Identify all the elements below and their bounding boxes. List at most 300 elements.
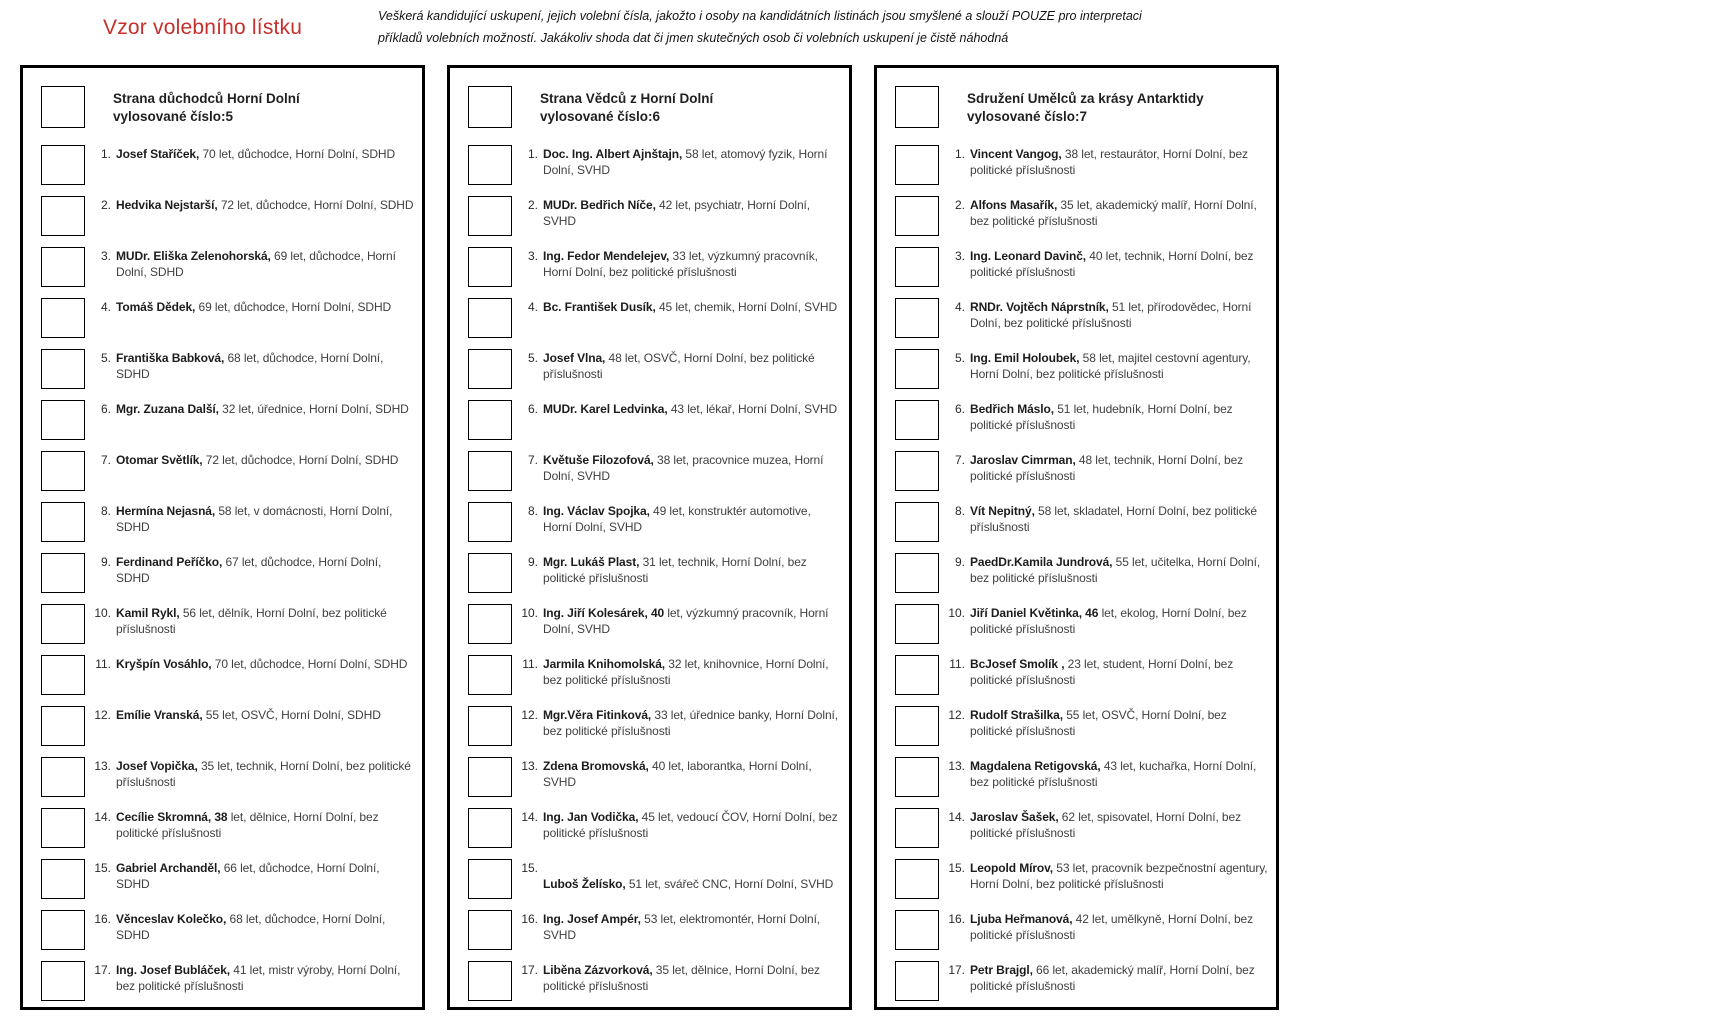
candidate-row (895, 400, 1270, 440)
candidate-details: 33 let, výzkumný pracovník, Horní Dolní, bez politické příslušnosti (543, 249, 818, 279)
candidate-number: 7. (527, 453, 538, 467)
candidate-text (970, 502, 1270, 535)
candidate-checkbox[interactable] (41, 196, 85, 236)
candidate-text (970, 859, 1270, 892)
candidate-number: 1. (954, 147, 965, 161)
candidate-name: Bc. František Dusík, (543, 300, 656, 314)
candidate-details: 58 let, skladatel, Horní Dolní, bez politické příslušnosti (970, 504, 1257, 534)
candidate-number: 9. (527, 555, 538, 569)
candidate-name: Josef Vopička, (116, 759, 198, 773)
candidate-row (468, 859, 843, 899)
candidate-name: Ing. Josef Ampér, (543, 912, 641, 926)
party-checkbox[interactable] (895, 86, 939, 128)
party-box-1 (20, 65, 425, 1010)
candidate-details: 32 let, úřednice, Horní Dolní, SDHD (218, 402, 409, 416)
candidate-name: Ing. Jan Vodička, (543, 810, 639, 824)
candidate-number: 6. (100, 402, 111, 416)
candidate-name: Magdalena Retigovská, (970, 759, 1101, 773)
candidate-checkbox[interactable] (895, 706, 939, 746)
party-checkbox[interactable] (41, 86, 85, 128)
candidate-row (895, 706, 1270, 746)
candidate-number: 15. (521, 861, 538, 875)
candidate-checkbox[interactable] (468, 910, 512, 950)
candidate-text (116, 604, 416, 637)
candidate-name: Věnceslav Kolečko, (116, 912, 227, 926)
candidate-row (468, 961, 843, 1001)
candidate-row (41, 400, 416, 440)
candidate-details: let, dělnice, Horní Dolní, bez politické příslušnosti (116, 810, 379, 840)
candidate-number: 6. (954, 402, 965, 416)
candidate-number: 10. (948, 606, 965, 620)
candidate-number: 12. (94, 708, 111, 722)
party-title (540, 86, 713, 125)
candidate-checkbox[interactable] (895, 808, 939, 848)
candidate-number: 1. (100, 147, 111, 161)
candidate-row (895, 553, 1270, 593)
disclaimer-line-2: příkladů volebních možností. Jakákoliv shoda dat či jmen skutečných osob či volebních uskupení je čistě náhodná (378, 31, 1009, 45)
candidate-checkbox[interactable] (41, 247, 85, 287)
candidate-details: 35 let, akademický malíř, Horní Dolní, bez politické příslušnosti (970, 198, 1257, 228)
candidate-name: Leopold Mírov, (970, 861, 1054, 875)
candidate-text (970, 757, 1270, 790)
disclaimer-line-1: Veškerá kandidující uskupení, jejich volební čísla, jakožto i osoby na kandidátních listinách jsou smyšlené a slouží POUZE pro interpretaci (378, 9, 1142, 23)
candidate-number: 2. (954, 198, 965, 212)
candidate-name: PaedDr.Kamila Jundrová, (970, 555, 1113, 569)
candidate-text (970, 451, 1270, 484)
candidate-details: 35 let, dělnice, Horní Dolní, bez politické příslušnosti (543, 963, 820, 993)
candidate-number: 4. (527, 300, 538, 314)
candidate-details: 42 let, umělkyně, Horní Dolní, bez politické příslušnosti (970, 912, 1254, 942)
candidate-details: 58 let, atomový fyzik, Horní Dolní, SVHD (543, 147, 828, 177)
candidate-number: 7. (954, 453, 965, 467)
candidate-checkbox[interactable] (41, 706, 85, 746)
candidate-details: 42 let, psychiatr, Horní Dolní, SVHD (543, 198, 811, 228)
candidate-checkbox[interactable] (895, 910, 939, 950)
candidate-row (895, 247, 1270, 287)
candidate-text (970, 145, 1270, 178)
candidate-text (543, 604, 843, 637)
candidate-name: MUDr. Bedřich Níče, (543, 198, 656, 212)
party-name: Strana Vědců z Horní Dolní (540, 91, 714, 106)
candidate-name: Emílie Vranská, (116, 708, 203, 722)
candidate-text (543, 145, 843, 178)
candidate-row (468, 349, 843, 389)
candidate-details: 33 let, úřednice banky, Horní Dolní, bez politické příslušnosti (543, 708, 838, 738)
ballot-columns (20, 65, 1279, 1010)
candidate-row (468, 247, 843, 287)
page-title: Vzor volebního lístku (103, 16, 303, 39)
candidate-name: Josef Vlna, (543, 351, 606, 365)
candidate-details: 41 let, mistr výroby, Horní Dolní, bez politické příslušnosti (116, 963, 401, 993)
candidate-name: Hermína Nejasná, (116, 504, 216, 518)
candidate-checkbox[interactable] (895, 604, 939, 644)
candidate-details: 55 let, učitelka, Horní Dolní, bez politické příslušnosti (970, 555, 1261, 585)
candidate-details: 67 let, důchodce, Horní Dolní, SDHD (116, 555, 382, 585)
party-header (468, 86, 843, 128)
candidate-checkbox[interactable] (468, 706, 512, 746)
party-drawn-number: vylosované číslo:7 (967, 108, 1088, 124)
candidate-name: MUDr. Karel Ledvinka, (543, 402, 668, 416)
candidate-number: 6. (527, 402, 538, 416)
candidate-text (116, 451, 416, 469)
candidate-row (41, 757, 416, 797)
candidate-details: 58 let, v domácnosti, Horní Dolní, SDHD (116, 504, 393, 534)
candidate-row (468, 808, 843, 848)
candidate-details: 45 let, chemik, Horní Dolní, SVHD (655, 300, 838, 314)
candidate-name: Ing. Jiří Kolesárek, 40 (543, 606, 665, 620)
candidate-checkbox[interactable] (895, 196, 939, 236)
candidate-checkbox[interactable] (41, 757, 85, 797)
candidate-row (895, 298, 1270, 338)
candidate-number: 14. (948, 810, 965, 824)
candidate-details: 32 let, knihovnice, Horní Dolní, bez politické příslušnosti (543, 657, 829, 687)
candidate-text (970, 400, 1270, 433)
party-title (113, 86, 300, 125)
candidate-details: 23 let, student, Horní Dolní, bez politické příslušnosti (970, 657, 1234, 687)
candidate-checkbox[interactable] (41, 859, 85, 899)
disclaimer (378, 5, 1168, 49)
candidate-name: Ing. Václav Spojka, (543, 504, 650, 518)
candidate-list (468, 145, 843, 1001)
candidate-number: 14. (94, 810, 111, 824)
candidate-details: let, výzkumný pracovník, Horní Dolní, SVHD (543, 606, 829, 636)
candidate-text (116, 553, 416, 586)
candidate-text (970, 961, 1270, 994)
candidate-text (543, 502, 843, 535)
candidate-checkbox[interactable] (895, 247, 939, 287)
candidate-checkbox[interactable] (468, 145, 512, 185)
candidate-text (970, 655, 1270, 688)
candidate-name: Ing. Josef Bubláček, (116, 963, 231, 977)
candidate-text (543, 451, 843, 484)
candidate-name: Mgr.Věra Fitinková, (543, 708, 652, 722)
candidate-number: 16. (521, 912, 538, 926)
party-name: Sdružení Umělců za krásy Antarktidy (967, 91, 1204, 106)
candidate-text (116, 757, 416, 790)
candidate-text (543, 553, 843, 586)
candidate-number: 9. (954, 555, 965, 569)
candidate-checkbox[interactable] (895, 961, 939, 1001)
candidate-row (41, 247, 416, 287)
candidate-details: 51 let, svářeč CNC, Horní Dolní, SVHD (625, 876, 834, 891)
candidate-text (116, 298, 416, 316)
candidate-list (895, 145, 1270, 1001)
candidate-number: 4. (954, 300, 965, 314)
candidate-name: Jiří Daniel Květinka, 46 (970, 606, 1099, 620)
candidate-row (41, 298, 416, 338)
candidate-name: Otomar Světlík, (116, 453, 203, 467)
party-header (895, 86, 1270, 128)
candidate-row (41, 655, 416, 695)
candidate-text (543, 757, 843, 790)
candidate-row (41, 196, 416, 236)
party-drawn-number: vylosované číslo:6 (540, 108, 661, 124)
candidate-checkbox[interactable] (895, 757, 939, 797)
candidate-number: 13. (948, 759, 965, 773)
candidate-text (116, 655, 416, 673)
candidate-name: Zdena Bromovská, (543, 759, 649, 773)
candidate-checkbox[interactable] (468, 298, 512, 338)
candidate-checkbox[interactable] (41, 604, 85, 644)
candidate-checkbox[interactable] (468, 961, 512, 1001)
candidate-row (468, 298, 843, 338)
candidate-details: 62 let, spisovatel, Horní Dolní, bez politické příslušnosti (970, 810, 1241, 840)
candidate-text (116, 502, 416, 535)
candidate-text (970, 298, 1270, 331)
candidate-text (970, 706, 1270, 739)
candidate-checkbox[interactable] (895, 859, 939, 899)
candidate-details: 43 let, lékař, Horní Dolní, SVHD (667, 402, 838, 416)
candidate-details: 69 let, důchodce, Horní Dolní, SDHD (195, 300, 392, 314)
candidate-name: Petr Brajgl, (970, 963, 1033, 977)
candidate-number: 15. (94, 861, 111, 875)
candidate-name: Liběna Zázvorková, (543, 963, 653, 977)
candidate-checkbox[interactable] (895, 145, 939, 185)
candidate-checkbox[interactable] (41, 910, 85, 950)
candidate-details: 66 let, důchodce, Horní Dolní, SDHD (116, 861, 380, 891)
candidate-number: 16. (948, 912, 965, 926)
party-box-3 (874, 65, 1279, 1010)
candidate-details: 69 let, důchodce, Horní Dolní, SDHD (116, 249, 396, 279)
candidate-number: 11. (522, 657, 538, 671)
candidate-checkbox[interactable] (895, 349, 939, 389)
candidate-checkbox[interactable] (41, 655, 85, 695)
candidate-name: Kamil Rykl, (116, 606, 180, 620)
candidate-name: Hedvika Nejstarší, (116, 198, 218, 212)
candidate-row (895, 961, 1270, 1001)
candidate-number: 2. (100, 198, 111, 212)
candidate-name: MUDr. Eliška Zelenohorská, (116, 249, 271, 263)
candidate-name: Jarmila Knihomolská, (543, 657, 666, 671)
candidate-number: 5. (954, 351, 965, 365)
candidate-name: Mgr. Zuzana Další, (116, 402, 219, 416)
candidate-name: Luboš Želísko, (543, 876, 626, 891)
candidate-checkbox[interactable] (41, 808, 85, 848)
candidate-text (543, 655, 843, 688)
candidate-row (41, 808, 416, 848)
candidate-text (116, 196, 416, 214)
candidate-text (970, 808, 1270, 841)
candidate-checkbox[interactable] (468, 604, 512, 644)
candidate-text (970, 247, 1270, 280)
party-name: Strana důchodců Horní Dolní (113, 91, 300, 106)
party-box-2 (447, 65, 852, 1010)
candidate-checkbox[interactable] (41, 502, 85, 542)
candidate-text (543, 961, 843, 994)
candidate-number: 5. (527, 351, 538, 365)
candidate-text (116, 808, 416, 841)
candidate-row (895, 196, 1270, 236)
candidate-row (895, 604, 1270, 644)
candidate-checkbox[interactable] (895, 298, 939, 338)
candidate-number: 3. (527, 249, 538, 263)
candidate-number: 12. (948, 708, 965, 722)
candidate-row (895, 145, 1270, 185)
party-header (41, 86, 416, 128)
candidate-row (895, 655, 1270, 695)
candidate-text (543, 808, 843, 841)
candidate-checkbox[interactable] (41, 349, 85, 389)
candidate-text (116, 349, 416, 382)
candidate-row (468, 757, 843, 797)
candidate-name: Rudolf Strašilka, (970, 708, 1063, 722)
candidate-name: Ferdinand Peříčko, (116, 555, 223, 569)
candidate-checkbox[interactable] (468, 859, 512, 899)
candidate-row (468, 400, 843, 440)
candidate-row (41, 604, 416, 644)
candidate-name: Doc. Ing. Albert Ajnštajn, (543, 147, 683, 161)
candidate-name: Kryšpín Vosáhlo, (116, 657, 212, 671)
candidate-number: 16. (94, 912, 111, 926)
candidate-details: 48 let, OSVČ, Horní Dolní, bez politické příslušnosti (543, 351, 815, 381)
candidate-text (543, 298, 843, 316)
candidate-text (970, 553, 1270, 586)
candidate-details: 55 let, OSVČ, Horní Dolní, SDHD (202, 708, 381, 722)
candidate-details: 45 let, vedoucí ČOV, Horní Dolní, bez politické příslušnosti (543, 810, 838, 840)
candidate-details: 56 let, dělník, Horní Dolní, bez politické příslušnosti (116, 606, 387, 636)
candidate-checkbox[interactable] (468, 808, 512, 848)
candidate-details: let, ekolog, Horní Dolní, bez politické příslušnosti (970, 606, 1247, 636)
candidate-number: 1. (527, 147, 538, 161)
candidate-row (895, 349, 1270, 389)
candidate-name: Ing. Leonard Davinč, (970, 249, 1087, 263)
candidate-details: 68 let, důchodce, Horní Dolní, SDHD (116, 351, 384, 381)
candidate-name: Vít Nepitný, (970, 504, 1035, 518)
candidate-details: 40 let, technik, Horní Dolní, bez politické příslušnosti (970, 249, 1254, 279)
candidate-name: Vincent Vangog, (970, 147, 1062, 161)
candidate-checkbox[interactable] (41, 961, 85, 1001)
candidate-checkbox[interactable] (468, 247, 512, 287)
candidate-number: 8. (527, 504, 538, 518)
candidate-checkbox[interactable] (468, 655, 512, 695)
candidate-details: 48 let, technik, Horní Dolní, bez politické příslušnosti (970, 453, 1244, 483)
candidate-checkbox[interactable] (468, 400, 512, 440)
candidate-name: Jaroslav Šašek, (970, 810, 1059, 824)
candidate-number: 5. (100, 351, 111, 365)
candidate-details: 38 let, pracovnice muzea, Horní Dolní, SVHD (543, 453, 824, 483)
candidate-number: 17. (521, 963, 538, 977)
candidate-number: 14. (521, 810, 538, 824)
candidate-checkbox[interactable] (41, 298, 85, 338)
candidate-list (41, 145, 416, 1001)
candidate-checkbox[interactable] (895, 502, 939, 542)
candidate-row (468, 553, 843, 593)
candidate-checkbox[interactable] (895, 553, 939, 593)
candidate-details: 49 let, konstruktér automotive, Horní Dolní, SVHD (543, 504, 811, 534)
candidate-checkbox[interactable] (468, 553, 512, 593)
candidate-text (116, 400, 416, 418)
candidate-checkbox[interactable] (41, 553, 85, 593)
candidate-name: Květuše Filozofová, (543, 453, 654, 467)
candidate-details: 53 let, elektromontér, Horní Dolní, SVHD (543, 912, 821, 942)
candidate-number: 8. (954, 504, 965, 518)
candidate-details: 51 let, hudebník, Horní Dolní, bez politické příslušnosti (970, 402, 1233, 432)
candidate-number: 8. (100, 504, 111, 518)
candidate-number: 4. (100, 300, 111, 314)
candidate-text (970, 196, 1270, 229)
candidate-row (895, 859, 1270, 899)
candidate-checkbox[interactable] (468, 196, 512, 236)
candidate-number: 11. (95, 657, 111, 671)
candidate-text (116, 247, 416, 280)
candidate-row (468, 655, 843, 695)
candidate-checkbox[interactable] (41, 145, 85, 185)
candidate-name: Gabriel Archanděl, (116, 861, 221, 875)
candidate-number: 17. (94, 963, 111, 977)
candidate-details: 31 let, technik, Horní Dolní, bez politické příslušnosti (543, 555, 807, 585)
candidate-text (970, 349, 1270, 382)
candidate-checkbox[interactable] (895, 655, 939, 695)
candidate-name: Ljuba Heřmanová, (970, 912, 1073, 926)
candidate-details: 72 let, důchodce, Horní Dolní, SDHD (202, 453, 399, 467)
party-drawn-number: vylosované číslo:5 (113, 108, 234, 124)
candidate-row (468, 196, 843, 236)
candidate-name: Mgr. Lukáš Plast, (543, 555, 640, 569)
candidate-row (41, 145, 416, 185)
candidate-text (116, 145, 416, 163)
candidate-text (543, 400, 843, 418)
candidate-name: Františka Babková, (116, 351, 225, 365)
candidate-text (116, 910, 416, 943)
candidate-number: 2. (527, 198, 538, 212)
candidate-row (895, 451, 1270, 491)
candidate-checkbox[interactable] (895, 451, 939, 491)
candidate-text (116, 859, 416, 892)
candidate-number: 9. (100, 555, 111, 569)
candidate-number: 10. (94, 606, 111, 620)
candidate-details: 40 let, laborantka, Horní Dolní, SVHD (543, 759, 812, 789)
candidate-row (895, 808, 1270, 848)
candidate-checkbox[interactable] (41, 451, 85, 491)
candidate-checkbox[interactable] (468, 757, 512, 797)
candidate-name: Alfons Masařík, (970, 198, 1058, 212)
candidate-name: Ing. Emil Holoubek, (970, 351, 1080, 365)
candidate-row (41, 553, 416, 593)
candidate-row (895, 502, 1270, 542)
candidate-number: 10. (521, 606, 538, 620)
candidate-number: 15. (948, 861, 965, 875)
candidate-name: Tomáš Dědek, (116, 300, 196, 314)
candidate-details: 58 let, majitel cestovní agentury, Horní Dolní, bez politické příslušnosti (970, 351, 1251, 381)
candidate-checkbox[interactable] (895, 400, 939, 440)
candidate-row (895, 910, 1270, 950)
candidate-details: 70 let, důchodce, Horní Dolní, SDHD (199, 147, 396, 161)
candidate-name: Jaroslav Cimrman, (970, 453, 1076, 467)
candidate-details: 68 let, důchodce, Horní Dolní, SDHD (116, 912, 386, 942)
candidate-text (116, 961, 416, 994)
candidate-row (41, 859, 416, 899)
candidate-text (116, 706, 416, 724)
candidate-row (41, 502, 416, 542)
candidate-details: 72 let, důchodce, Horní Dolní, SDHD (217, 198, 414, 212)
candidate-details: 66 let, akademický malíř, Horní Dolní, bez politické příslušnosti (970, 963, 1255, 993)
party-checkbox[interactable] (468, 86, 512, 128)
candidate-row (468, 706, 843, 746)
candidate-row (895, 757, 1270, 797)
candidate-checkbox[interactable] (41, 400, 85, 440)
candidate-text (543, 859, 843, 892)
candidate-row (468, 451, 843, 491)
candidate-checkbox[interactable] (468, 502, 512, 542)
candidate-row (41, 910, 416, 950)
candidate-checkbox[interactable] (468, 349, 512, 389)
candidate-name: Bedřich Máslo, (970, 402, 1054, 416)
candidate-row (41, 961, 416, 1001)
candidate-number: 12. (521, 708, 538, 722)
candidate-checkbox[interactable] (468, 451, 512, 491)
candidate-details: 55 let, OSVČ, Horní Dolní, bez politické příslušnosti (970, 708, 1227, 738)
candidate-number: 13. (94, 759, 111, 773)
